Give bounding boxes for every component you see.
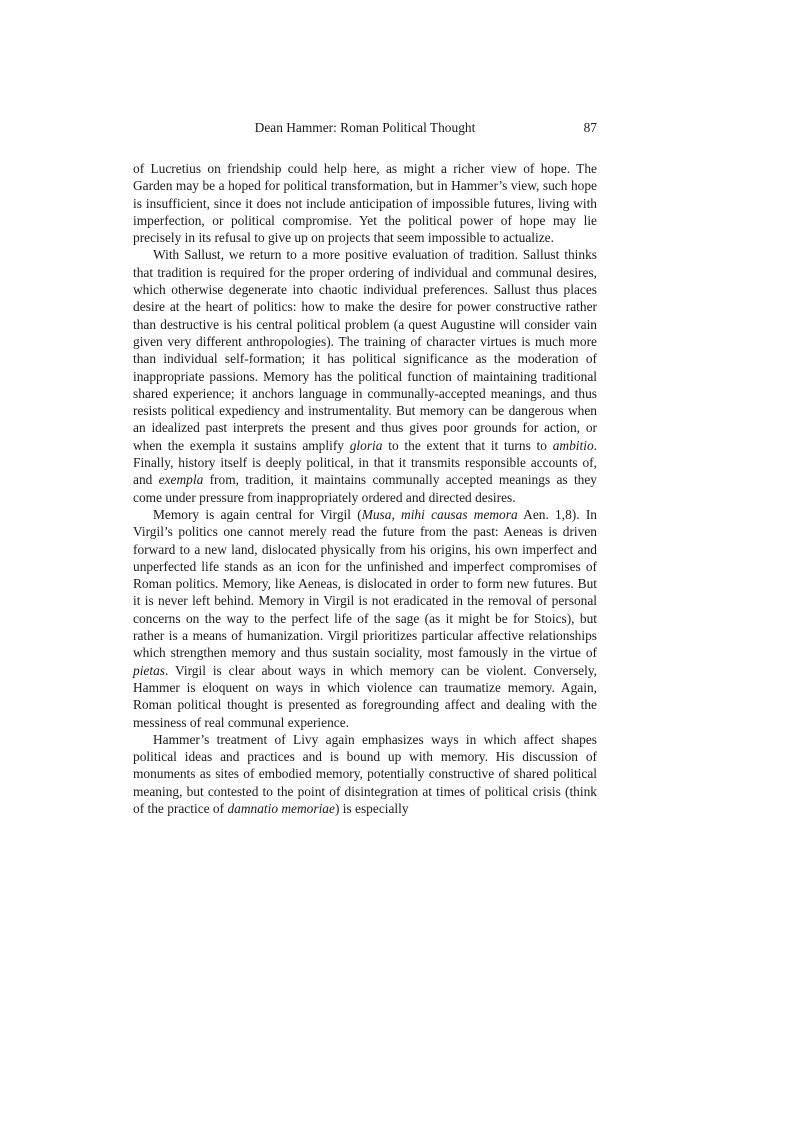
paragraph-2-text-c: . Finally, history itself is deeply political, in that it transmits responsible accounts of, and [133, 437, 597, 488]
page-number: 87 [583, 120, 597, 135]
paragraph-3-text-c: . Virgil is clear about ways in which memory can be violent. Conversely, Hammer is eloquent on ways in which violence can traumatize memory. Again, Roman political thought is presented as foregrounding affect and dealing with the messiness of real communal experience. [133, 662, 597, 730]
paragraph-2-text-d: from, tradition, it maintains communally accepted meanings as they come under pressure from inappropriately ordered and directed desires. [133, 472, 597, 505]
paragraph-1 [133, 160, 597, 246]
term-damnatio-memoriae: damnatio memoriae [227, 800, 335, 816]
paragraph-4-text-b: ) is especially [334, 800, 409, 816]
running-head [133, 119, 597, 137]
paragraph-3-text-b: Aen. 1,8). In Virgil’s politics one cannot merely read the future from the past: Aeneas is driven forward to a new land, dislocated physically from his origins, his own imperfect and unperfected life stands as an icon for the unfinished and imperfect compromises of Roman politics. Memory, like Aeneas, is dislocated in order to form new futures. But it is never left behind. Memory in Virgil is not eradicated in the removal of personal concerns on the way to the perfect life of the sage (as it might be for Stoics), but rather is a means of humanization. Virgil prioritizes particular affective relationships which strengthen memory and thus sustain sociality, most famously in the virtue of [133, 506, 597, 661]
term-ambitio: ambitio [552, 437, 594, 453]
term-pietas: pietas [133, 662, 165, 678]
paragraph-3 [133, 506, 597, 731]
virgil-quotation: Musa, mihi causas memora [361, 506, 518, 522]
paragraph-3-text-a: Memory is again central for Virgil ( [153, 506, 362, 522]
paragraph-2 [133, 246, 597, 505]
term-gloria: gloria [349, 437, 383, 453]
paragraph-4 [133, 731, 597, 817]
paragraph-1-text: of Lucretius on friendship could help here, as might a richer view of hope. The Garden may be a hoped for political transformation, but in Hammer’s view, such hope is insufficient, since it does not include anticipation of impossible futures, living with imperfection, or political compromise. Yet the political power of hope may lie precisely in its refusal to give up on projects that seem impossible to actualize. [133, 161, 597, 246]
body-text [133, 160, 597, 817]
paragraph-4-text-a: Hammer’s treatment of Livy again emphasizes ways in which affect shapes political ideas and practices and is bound up with memory. His discussion of monuments as sites of embodied memory, potentially constructive of shared political meaning, but contested to the point of disintegration at times of political crisis (think of the practice of [133, 731, 597, 816]
term-exempla: exempla [158, 472, 204, 488]
running-title: Dean Hammer: Roman Political Thought [254, 120, 476, 135]
paragraph-2-text-b: to the extent that it turns to [382, 437, 553, 453]
paragraph-2-text-a: With Sallust, we return to a more positive evaluation of tradition. Sallust thinks that tradition is required for the proper ordering of individual and communal desires, which otherwise degenerate into chaotic individual preferences. Sallust thus places desire at the heart of politics: how to make the desire for power constructive rather than destructive is his central political problem (a quest Augustine will consider vain given very different anthropologies). The training of character virtues is much more than individual self-formation; it has political significance as the moderation of inappropriate passions. Memory has the political function of maintaining traditional shared experience; it anchors language in communally-accepted meanings, and thus resists political expediency and instrumentality. But memory can be dangerous when an idealized past interprets the present and thus gives poor grounds for action, or when the exempla it sustains amplify [133, 247, 597, 453]
